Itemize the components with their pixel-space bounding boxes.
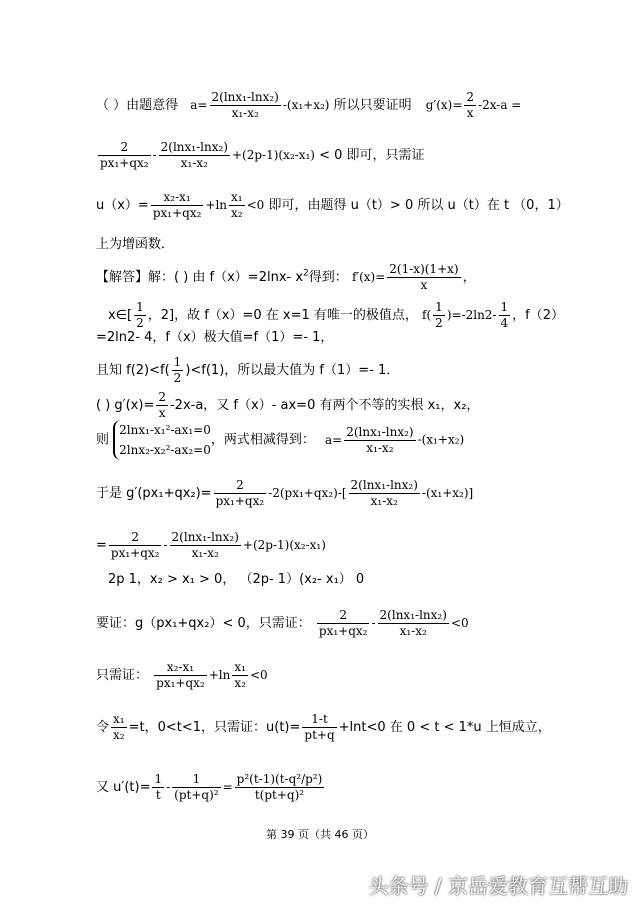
math: a= [190,98,208,112]
denominator: px₁+qx₂ [318,624,368,638]
math: +ln [205,198,228,212]
denominator: t [155,788,161,802]
text: 只需证： [96,668,149,683]
math: +(2p-1)(x₂-x₁) [231,148,315,162]
fraction [378,608,449,639]
numerator: 2(lnx₁-lnx₂) [211,90,279,104]
text: x∈[ [108,308,133,323]
math: -2(px₁+qx₂)-[ [268,486,347,500]
fraction [172,772,220,803]
line-5: 【解答】解：( ) 由 f（x）=2lnx- $x^2$得到： f′(x)= $\frac{2(1-x)(1+x)}{x}$ ， [96,262,476,292]
line-3 [96,190,569,221]
text: < 0 即可，只需证 [319,148,425,163]
denominator: pt+q [304,728,335,742]
math: )=-2ln2- [446,308,497,322]
line-1 [96,90,521,121]
numerator: x₂-x₁ [154,660,207,676]
text: 于是 g′(px₁+qx₂)= [96,486,212,501]
fraction [232,660,248,691]
numerator: 1 [435,300,443,314]
fraction [134,300,146,331]
denominator: 2 [435,316,443,330]
text: 令 [96,720,110,735]
denominator: 2 [136,316,144,330]
math: -(x₁+x₂)] [421,486,474,500]
text: 得到： [308,270,348,285]
fraction [152,772,164,803]
line-4 [96,237,174,253]
math: +(2p-1)(x₂-x₁) [242,538,326,552]
text: ，2]，故 f（x）=0 在 x=1 有唯一的极值点， [147,308,418,323]
text: )<f(1)，所以最大值为 f（1）=- 1． [185,363,400,378]
line-12 [96,530,326,561]
fraction [151,190,204,221]
math: <0 [249,668,268,682]
text: =2ln2- 4，f（x）极大值=f（1）=- 1， [96,330,334,345]
denominator: x₂ [231,206,243,220]
text: ( ) g′(x)= [96,398,155,413]
fraction [344,425,415,456]
math: -2x-a = [478,98,522,112]
text: 即可，由题得 u（t）> 0 所以 u（t）在 t （0，1） [268,198,569,213]
math: f( [422,308,432,322]
line-10 [96,420,464,460]
fraction [433,300,445,331]
fraction [235,772,325,803]
numerator: 2(1-x)(1+x) [389,262,459,276]
denominator: x₂ [234,676,246,690]
math: = [222,780,233,794]
math: -(x₁+x₂) [282,98,330,112]
fraction [109,530,162,561]
text: （ ）由题意得 [96,98,179,113]
text: 上为增函数． [96,237,175,252]
text: +lnt<0 在 0 < t < 1*u 上恒成立， [338,720,551,735]
numerator: x₁ [113,712,125,726]
watermark: 头条号 / 京岳爱教育互帮互助 [368,874,628,898]
numerator: 1 [173,355,182,369]
numerator: x₁ [231,190,243,204]
math: <0 [246,198,265,212]
text: -2x-a，又 f（x）- ax=0 有两个不等的实根 x₁，x₂， [169,398,480,413]
numerator: 2 [466,90,475,104]
numerator: 2(lnx₁-lnx₂) [160,140,228,154]
text: 要证：g（px₁+qx₂）< 0，只需证： [96,616,311,631]
numerator: p²(t-1)(t-q²/p²) [236,772,323,786]
denominator: px₁+qx₂ [152,206,202,220]
fraction [464,90,476,121]
fraction [111,712,127,743]
line-11 [96,478,473,509]
text: = [96,538,107,553]
text: ，f（2） [512,308,564,323]
denominator: x₁-x₂ [231,106,259,120]
line-9 [96,390,479,421]
numerator: 2(lnx₁-lnx₂) [350,478,418,492]
text: =t，0<t<1，只需证：u(t)= [128,720,301,735]
text: 则 [96,432,110,448]
fraction [499,300,511,331]
text: ，两式相减得到： [210,432,315,448]
line-16 [96,712,551,743]
text: 且知 f(2)<f( [96,363,170,378]
numerator: 2(lnx₁-lnx₂) [171,530,239,544]
denominator: px₁+qx₂ [215,494,265,508]
line-2 [96,140,425,171]
fraction [156,390,168,421]
numerator: 2 [98,140,151,156]
fraction [302,712,336,743]
math: <0 [450,616,469,630]
text: 2p 1，x₂ > x₁ > 0， （2p- 1）(x₂- x₁） 0 [108,572,365,587]
page-footer: 第 39 页（共 46 页） [266,828,374,841]
text: ， [462,270,476,285]
denominator: x₁-x₂ [399,624,427,638]
text: 又 u′(t)= [96,780,151,795]
fraction [98,140,151,171]
math: -(x₁+x₂) [417,432,465,447]
numerator: 2 [214,478,267,494]
numerator: 1 [136,300,144,314]
math: g′(x)= [425,98,463,112]
denominator: x [466,106,474,120]
denominator: x₁-x₂ [180,156,208,170]
numerator: 1 [172,772,220,788]
denominator: 2 [173,371,182,385]
numerator: 1 [154,772,163,786]
numerator: x₁ [234,660,246,674]
line-17 [96,772,326,803]
fraction [172,355,184,386]
numerator: 1 [500,300,509,314]
fraction [317,608,370,639]
denominator: t(pt+q)² [254,788,305,802]
math: f′(x)= [351,270,386,284]
denominator: (pt+q)² [174,788,219,802]
numerator: 2(lnx₁-lnx₂) [346,424,414,439]
line-6 [108,300,564,331]
line-8 [96,355,399,386]
text: 【解答】解：( ) 由 f（x）=2lnx- x [96,270,304,285]
denominator: x₂ [113,728,125,742]
line-14 [96,608,469,639]
line-13 [108,572,364,588]
text: u（x）= [96,198,149,213]
denominator: px₁+qx₂ [100,156,149,170]
fraction [214,478,267,509]
math: - [371,616,376,630]
equation: 2lnx₂-x₂²-ax₂=0 [119,443,211,457]
denominator: 4 [500,316,509,330]
text: 所以只要证明 [333,98,412,113]
numerator: 2 [109,530,162,546]
fraction [159,140,230,171]
numerator: x₂-x₁ [151,190,204,206]
fraction [154,660,207,691]
numerator: 2 [317,608,370,624]
math: +ln [208,668,231,682]
denominator: x₁-x₂ [366,440,394,455]
equation-system [113,420,211,460]
numerator: 2(lnx₁-lnx₂) [379,608,447,622]
numerator: 1-t [302,712,336,728]
fraction [349,478,420,509]
line-7 [96,330,333,346]
denominator: x₁-x₂ [370,494,398,508]
denominator: x₁-x₂ [191,546,219,560]
math: - [163,538,168,552]
denominator: px₁+qx₂ [156,676,205,690]
fraction [229,190,245,221]
equation: 2lnx₁-x₁²-ax₁=0 [119,423,211,437]
math: - [152,148,157,162]
numerator: 2 [158,390,166,404]
math: a= [325,432,343,447]
denominator: px₁+qx₂ [110,546,160,560]
fraction [387,262,460,293]
fraction [170,530,241,561]
math: - [166,780,171,794]
denominator: x [420,278,428,292]
fraction [210,90,281,121]
denominator: x [158,406,166,420]
line-15 [96,660,268,691]
